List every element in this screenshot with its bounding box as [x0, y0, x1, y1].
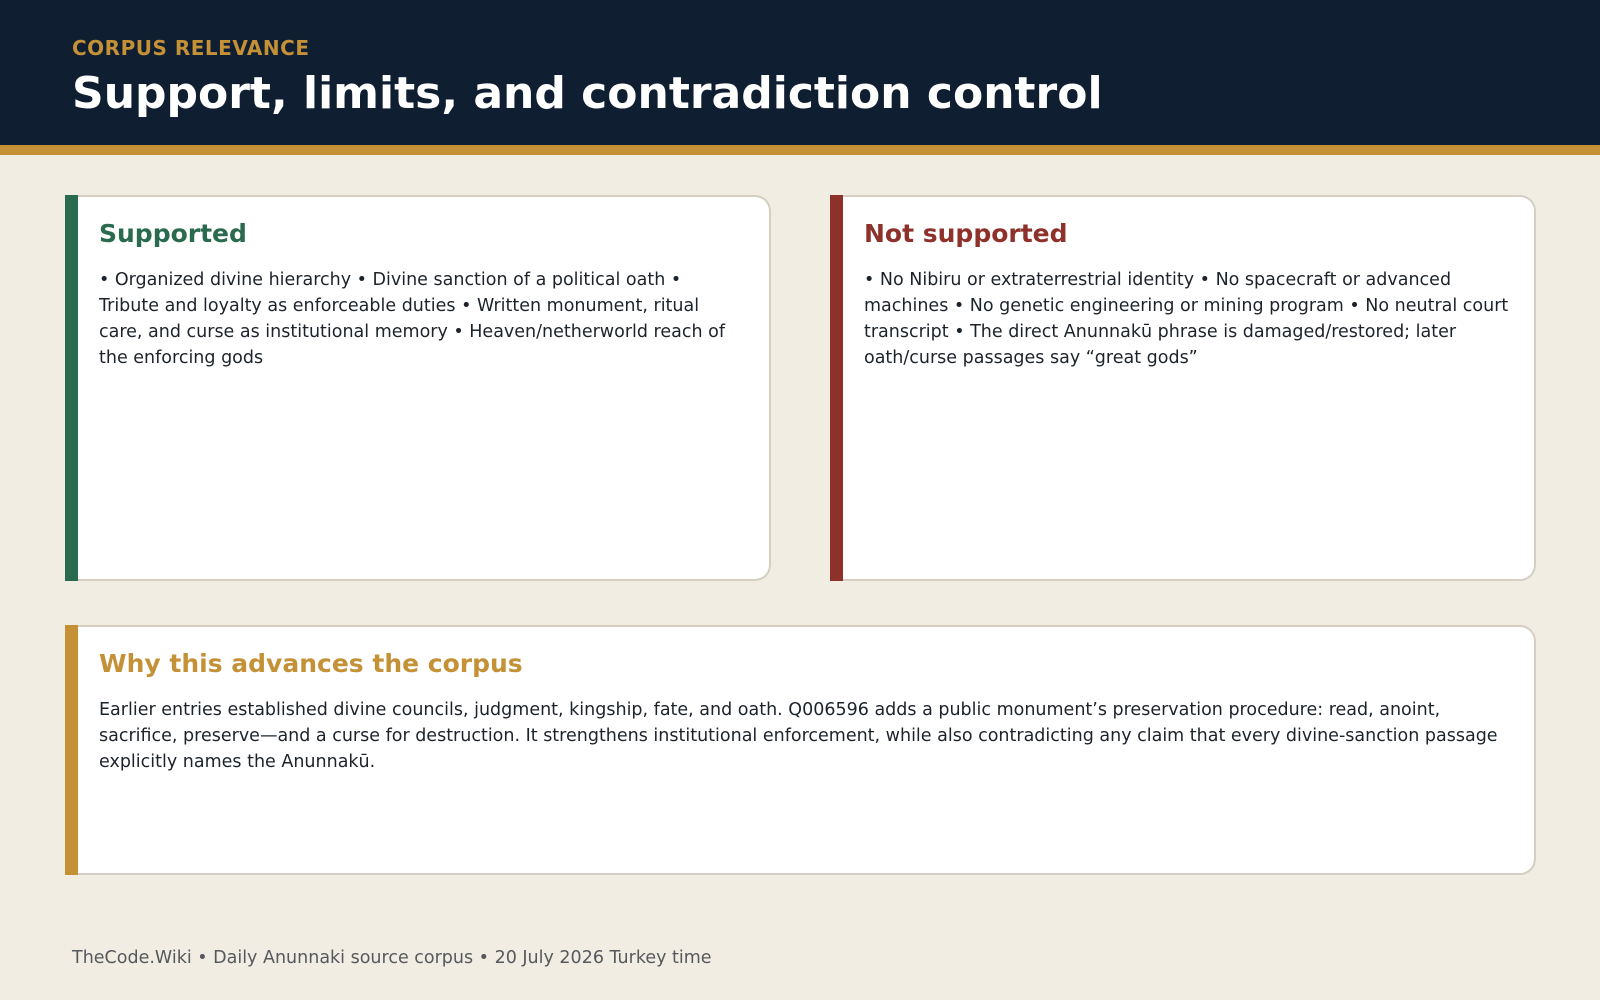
footer-credit: TheCode.Wiki • Daily Anunnaki source corpus • 20 July 2026 Turkey time [72, 948, 712, 968]
why-card [65, 625, 1536, 875]
section-eyebrow: CORPUS RELEVANCE [72, 36, 310, 60]
why-body: Earlier entries established divine councils, judgment, kingship, fate, and oath. Q006596 adds a public monument’s preservation procedure: read, anoint, sacrifice, preserve—and a curse for destruction. It strengthens institutional enforcement, while also contradicting any claim that every divine-sanction passage explicitly names the Anunnakū. [99, 700, 1498, 772]
supported-heading: Supported [99, 219, 247, 248]
not-supported-card [830, 195, 1536, 581]
why-accent-bar [65, 625, 78, 875]
not-supported-accent-bar [830, 195, 843, 581]
header-divider [0, 145, 1600, 155]
not-supported-body: • No Nibiru or extraterrestrial identity • No spacecraft or advanced machines • No genetic engineering or mining program • No neutral court transcript • The direct Anunnakū phrase is damaged/restored; later oath/curse passages say “great gods” [864, 270, 1509, 368]
why-heading: Why this advances the corpus [99, 649, 523, 678]
page-title: Support, limits, and contradiction control [72, 68, 1103, 119]
not-supported-heading: Not supported [864, 219, 1068, 248]
supported-body: • Organized divine hierarchy • Divine sanction of a political oath • Tribute and loyalty as enforceable duties • Written monument, ritual care, and curse as institutional memory • Heaven/netherworld reach of the enforcing gods [99, 270, 726, 368]
supported-card [65, 195, 771, 581]
supported-accent-bar [65, 195, 78, 581]
header-banner [0, 0, 1600, 145]
